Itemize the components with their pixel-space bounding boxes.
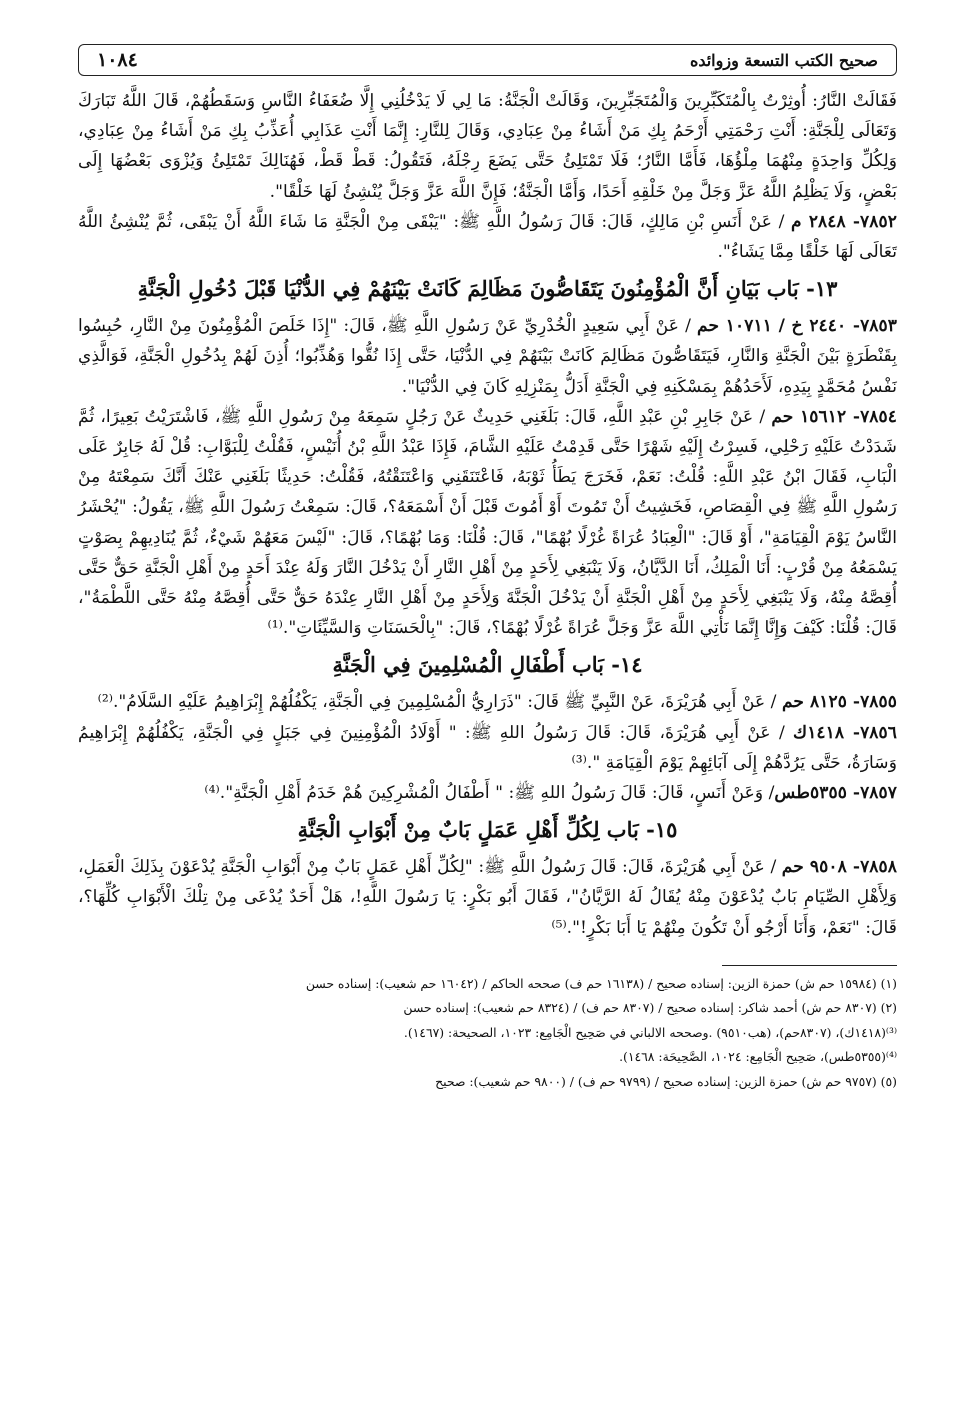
- hadith-text: / عَنْ أَبِي هُرَيْرَةَ، قَالَ: قَالَ رَسُولُ اللهِ ﷺ: " أَوْلَادُ الْمُؤْمِنِينَ فِي جَبَلٍ فِي الْجَنَّةِ، يَكْفُلُهُمْ إِبْرَاهِيمُ وَسَارَةُ، حَتَّى يَرُدَّهُمْ إِلَى آبَائِهِمْ يَوْمَ الْقِيَامَةِ ".⁽³⁾: [78, 722, 897, 773]
- hadith-number: ٧٨٥٧- ٥٣٥٥طس: [774, 783, 897, 804]
- hadith-7854: [78, 402, 897, 644]
- hadith-text: / عَنْ أَبِي هُرَيْرَةَ، قَالَ: قَالَ رَسُولُ اللَّهِ ﷺ: "لِكُلِّ أَهْلِ عَمَلٍ بَابٌ مِنْ أَبْوَابِ الْجَنَّةِ يُدْعَوْنَ بِذَلِكَ الْعَمَلِ، وَلِأَهْلِ الصِّيَامِ بَابٌ يُدْعَوْنَ مِنْهُ يُقَالُ لَهُ الرَّيَّانُ"، فَقَالَ أَبُو بَكْرٍ: يَا رَسُولَ اللَّهِ!، هَلْ أَحَدٌ يُدْعَى مِنْ تِلْكَ الْأَبْوَابِ كُلِّهَا؟، قَالَ: "نَعَمْ، وَأَنَا أَرْجُو أَنْ تَكُونَ مِنْهُمْ يَا أَبَا بَكْرٍ!".⁽⁵⁾: [78, 857, 897, 938]
- hadith-continuation: فَقَالَتْ النَّارُ: أُوثِرْتُ بِالْمُتَكَبِّرِينَ وَالْمُتَجَبِّرِينَ، وَقَالَتْ الْجَنَّةُ: مَا لِي لَا يَدْخُلُنِي إِلَّا ضُعَفَاءُ النَّاسِ وَسَقَطُهُمْ، قَالَ اللَّهُ تَبَارَكَ وَتَعَالَى لِلْجَنَّةِ: أَنْتِ رَحْمَتِي أَرْحَمُ بِكِ مَنْ أَشَاءُ مِنْ عِبَادِي، وَقَالَ لِلنَّارِ: إِنَّمَا أَنْتِ عَذَابِي أُعَذِّبُ بِكِ مَنْ أَشَاءُ مِنْ عِبَادِي، وَلِكُلِّ وَاحِدَةٍ مِنْهُمَا مِلْؤُهَا، فَأَمَّا النَّارُ؛ فَلَا تَمْتَلِئُ حَتَّى يَضَعَ رِجْلَهُ، فَتَقُولُ: قَطْ قَطْ، فَهُنَالِكَ تَمْتَلِئُ وَيُزْوَى بَعْضُهَا إِلَى بَعْضٍ، وَلَا يَظْلِمُ اللَّهُ عَزَّ وَجَلَّ مِنْ خَلْقِهِ أَحَدًا، وَأَمَّا الْجَنَّةُ؛ فَإِنَّ اللَّهَ عَزَّ وَجَلَّ يُنْشِئُ لَهَا خَلْقًا".: [78, 91, 897, 202]
- hadith-number: ٧٨٥٨- ٩٥٠٨ حم: [781, 857, 897, 878]
- page-header: [78, 44, 897, 76]
- footnote-1: (١) (١٥٩٨٤ حم ش) حمزة الزين: إسناده صحيح / (١٦١٣٨ حم ف) صححه الحاكم / (١٦٠٤٢ حم شعيب): إسناده حسن: [305, 975, 897, 991]
- hadith-number: ٧٨٥٥- ٨١٢٥ حم: [781, 692, 897, 713]
- chapter-15-heading: ١٥- بَاب لِكُلِّ أَهْلِ عَمَلٍ بَابٌ مِنْ أَبْوَابِ الْجَنَّةِ: [297, 817, 678, 843]
- hadith-text: / عَنْ أَبِي هُرَيْرَةَ، عَنْ النَّبِيِّ ﷺ قَالَ: "ذَرَارِيُّ الْمُسْلِمِينَ فِي الْجَنَّةِ، يَكْفُلُهُمْ إِبْرَاهِيمُ عَلَيْهِ السَّلَامُ".⁽²⁾: [97, 692, 782, 713]
- chapter-13-heading: ١٣- بَاب بَيَانِ أَنَّ الْمُؤْمِنُونَ يَتَقَاصُّونَ مَظَالِمَ كَانَتْ بَيْنَهُمْ فِي الدُّنْيَا قَبْلَ دُخُولِ الْجَنَّةِ: [137, 276, 838, 302]
- hadith-7855: [78, 687, 897, 717]
- footnote-separator: [722, 965, 897, 966]
- main-text: [78, 86, 897, 943]
- hadith-7856: [78, 718, 897, 778]
- footnotes: [78, 972, 897, 1095]
- hadith-text: / وَعَنْ أَنَسٍ، قَالَ: قَالَ رَسُولُ اللهِ ﷺ: " أَطْفَالُ الْمُشْرِكِينَ هُمْ خَدَمُ أَهْلِ الْجَنَّةِ".⁽⁴⁾: [204, 783, 775, 804]
- hadith-number: ٧٨٥٣- ٢٤٤٠ خ / ١٠٧١١ حم: [697, 316, 898, 337]
- hadith-7858: [78, 852, 897, 943]
- page: [78, 44, 897, 1094]
- hadith-text: / عَنْ جَابِرِ بْنِ عَبْدِ اللَّهِ، قَالَ: بَلَغَنِي حَدِيثٌ عَنْ رَجُلٍ سَمِعَهُ مِنْ رَسُولِ اللَّهِ ﷺ، فَاشْتَرَيْتُ بَعِيرًا، ثُمَّ شَدَدْتُ عَلَيْهِ رَحْلِي، فَسِرْتُ إِلَيْهِ شَهْرًا حَتَّى قَدِمْتُ عَلَيْهِ الشَّامَ، فَإِذَا عَبْدُ اللَّهِ بْنُ أُنَيْسٍ، فَقُلْتُ لِلْبَوَّابِ: قُلْ لَهُ جَابِرٌ عَلَى الْبَابِ، فَقَالَ ابْنُ عَبْدِ اللَّهِ: قُلْتُ: نَعَمْ، فَخَرَجَ يَطَأُ ثَوْبَهُ، فَاعْتَنَقَنِي وَاعْتَنَقْتُهُ، فَقُلْتُ: حَدِيثًا بَلَغَنِي عَنْكَ أَنَّكَ سَمِعْتَهُ مِنْ رَسُولِ اللَّهِ ﷺ فِي الْقِصَاصِ، فَخَشِيتُ أَنْ تَمُوتَ أَوْ أَمُوتَ قَبْلَ أَنْ أَسْمَعَهُ؟، قَالَ: سَمِعْتُ رَسُولَ اللَّهِ ﷺ، يَقُولُ: "يُحْشَرُ النَّاسُ يَوْمَ الْقِيَامَةِ"، أَوْ قَالَ: "الْعِبَادُ عُرَاةً غُرْلًا بُهْمًا"، قَالَ: قُلْنَا: وَمَا بُهْمًا؟، قَالَ: "لَيْسَ مَعَهُمْ شَيْءٌ، ثُمَّ يُنَادِيهِمْ بِصَوْتٍ يَسْمَعُهُ مِنْ قُرْبٍ: أَنَا الْمَلِكُ، أَنَا الدَّيَّانُ، وَلَا يَنْبَغِي لِأَحَدٍ مِنْ أَهْلِ النَّارِ أَنْ يَدْخُلَ النَّارَ وَلَهُ عِنْدَ أَحَدٍ مِنْ أَهْلِ الْجَنَّةِ حَقٌّ حَتَّى أُقِصَّهُ مِنْهُ، وَلَا يَنْبَغِي لِأَحَدٍ مِنْ أَهْلِ الْجَنَّةِ أَنْ يَدْخُلَ الْجَنَّةَ وَلِأَحَدٍ مِنْ أَهْلِ النَّارِ عِنْدَهُ حَقٌّ حَتَّى أُقِصَّهُ مِنْهُ حَتَّى اللَّطْمَةُ"، قَالَ: قُلْنَا: كَيْفَ وَإِنَّا إِنَّمَا نَأْتِي اللَّهَ عَزَّ وَجَلَّ عُرَاةً غُرْلًا بُهْمًا؟، قَالَ: "بِالْحَسَنَاتِ وَالسَّيِّئَاتِ".⁽¹⁾: [78, 406, 897, 639]
- book-title: صحيح الكتب التسعة وزوائده: [689, 50, 878, 70]
- footnote-3: ⁽³⁾(١٤١٨ك)، (٨٣٠٧حم)، (هب٩٥١٠) .وصححه الالباني في صَحِيح الْجَامِع: ١٠٢٣، الصحيحة: (١٤٦٧).: [403, 1024, 897, 1040]
- hadith-7853: [78, 311, 897, 402]
- hadith-text: / عَنْ أَبِي سَعِيدٍ الْخُدْرِيِّ عَنْ رَسُولِ اللَّهِ ﷺ، قَالَ: "إِذَا خَلَصَ الْمُؤْمِنُونَ مِنْ النَّارِ، حُبِسُوا بِقَنْطَرَةٍ بَيْنَ الْجَنَّةِ وَالنَّارِ، فَيَتَقَاصُّونَ مَظَالِمَ كَانَتْ بَيْنَهُمْ فِي الدُّنْيَا، حَتَّى إِذَا نُقُّوا وَهُذِّبُوا؛ أُذِنَ لَهُمْ بِدُخُولِ الْجَنَّةِ، فَوَالَّذِي نَفْسُ مُحَمَّدٍ بِيَدِهِ، لَأَحَدُهُمْ بِمَسْكَنِهِ فِي الْجَنَّةِ أَدَلُّ بِمَنْزِلِهِ كَانَ فِي الدُّنْيَا".: [78, 316, 897, 397]
- hadith-number: ٧٨٥٦- ١٤١٨ك: [793, 722, 897, 743]
- footnote-4: ⁽⁴⁾(٥٣٥٥طس)، صَحِيح الْجَامِع: ١٠٢٤، الصَّحِيحَة: ١٤٦٨).: [619, 1049, 897, 1065]
- page-number: ١٠٨٤: [97, 49, 138, 71]
- footnote-5: (٥) (٩٧٥٧ حم ش) حمزة الزين: إسناده صحيح / (٩٧٩٩ حم ف) / (٩٨٠٠ حم شعيب): صحيح: [435, 1073, 897, 1089]
- hadith-7852: [78, 207, 897, 267]
- hadith-number: ٧٨٥٤- ١٥٦١٢ حم: [771, 406, 897, 427]
- hadith-number: ٧٨٥٢- ٢٨٤٨ م: [791, 211, 897, 232]
- chapter-14-heading: ١٤- بَاب أَطْفَالِ الْمُسْلِمِينَ فِي الْجَنَّةِ: [332, 652, 643, 678]
- footnote-2: (٢) (٨٣٠٧ حم ش) أحمد شاكر: إسناده صحيح / (٨٣٠٧ حم ف) / (٨٣٢٤ حم شعيب): إسناده حسن: [403, 1000, 897, 1016]
- hadith-text: / عَنْ أَنَسِ بْنِ مَالِكٍ، قَالَ: قَالَ رَسُولُ اللَّهِ ﷺ: "يَبْقَى مِنْ الْجَنَّةِ مَا شَاءَ اللَّهُ أَنْ يَبْقَى، ثُمَّ يُنْشِئُ اللَّهُ تَعَالَى لَهَا خَلْقًا مِمَّا يَشَاءُ".: [78, 211, 897, 263]
- hadith-7857: [78, 778, 897, 808]
